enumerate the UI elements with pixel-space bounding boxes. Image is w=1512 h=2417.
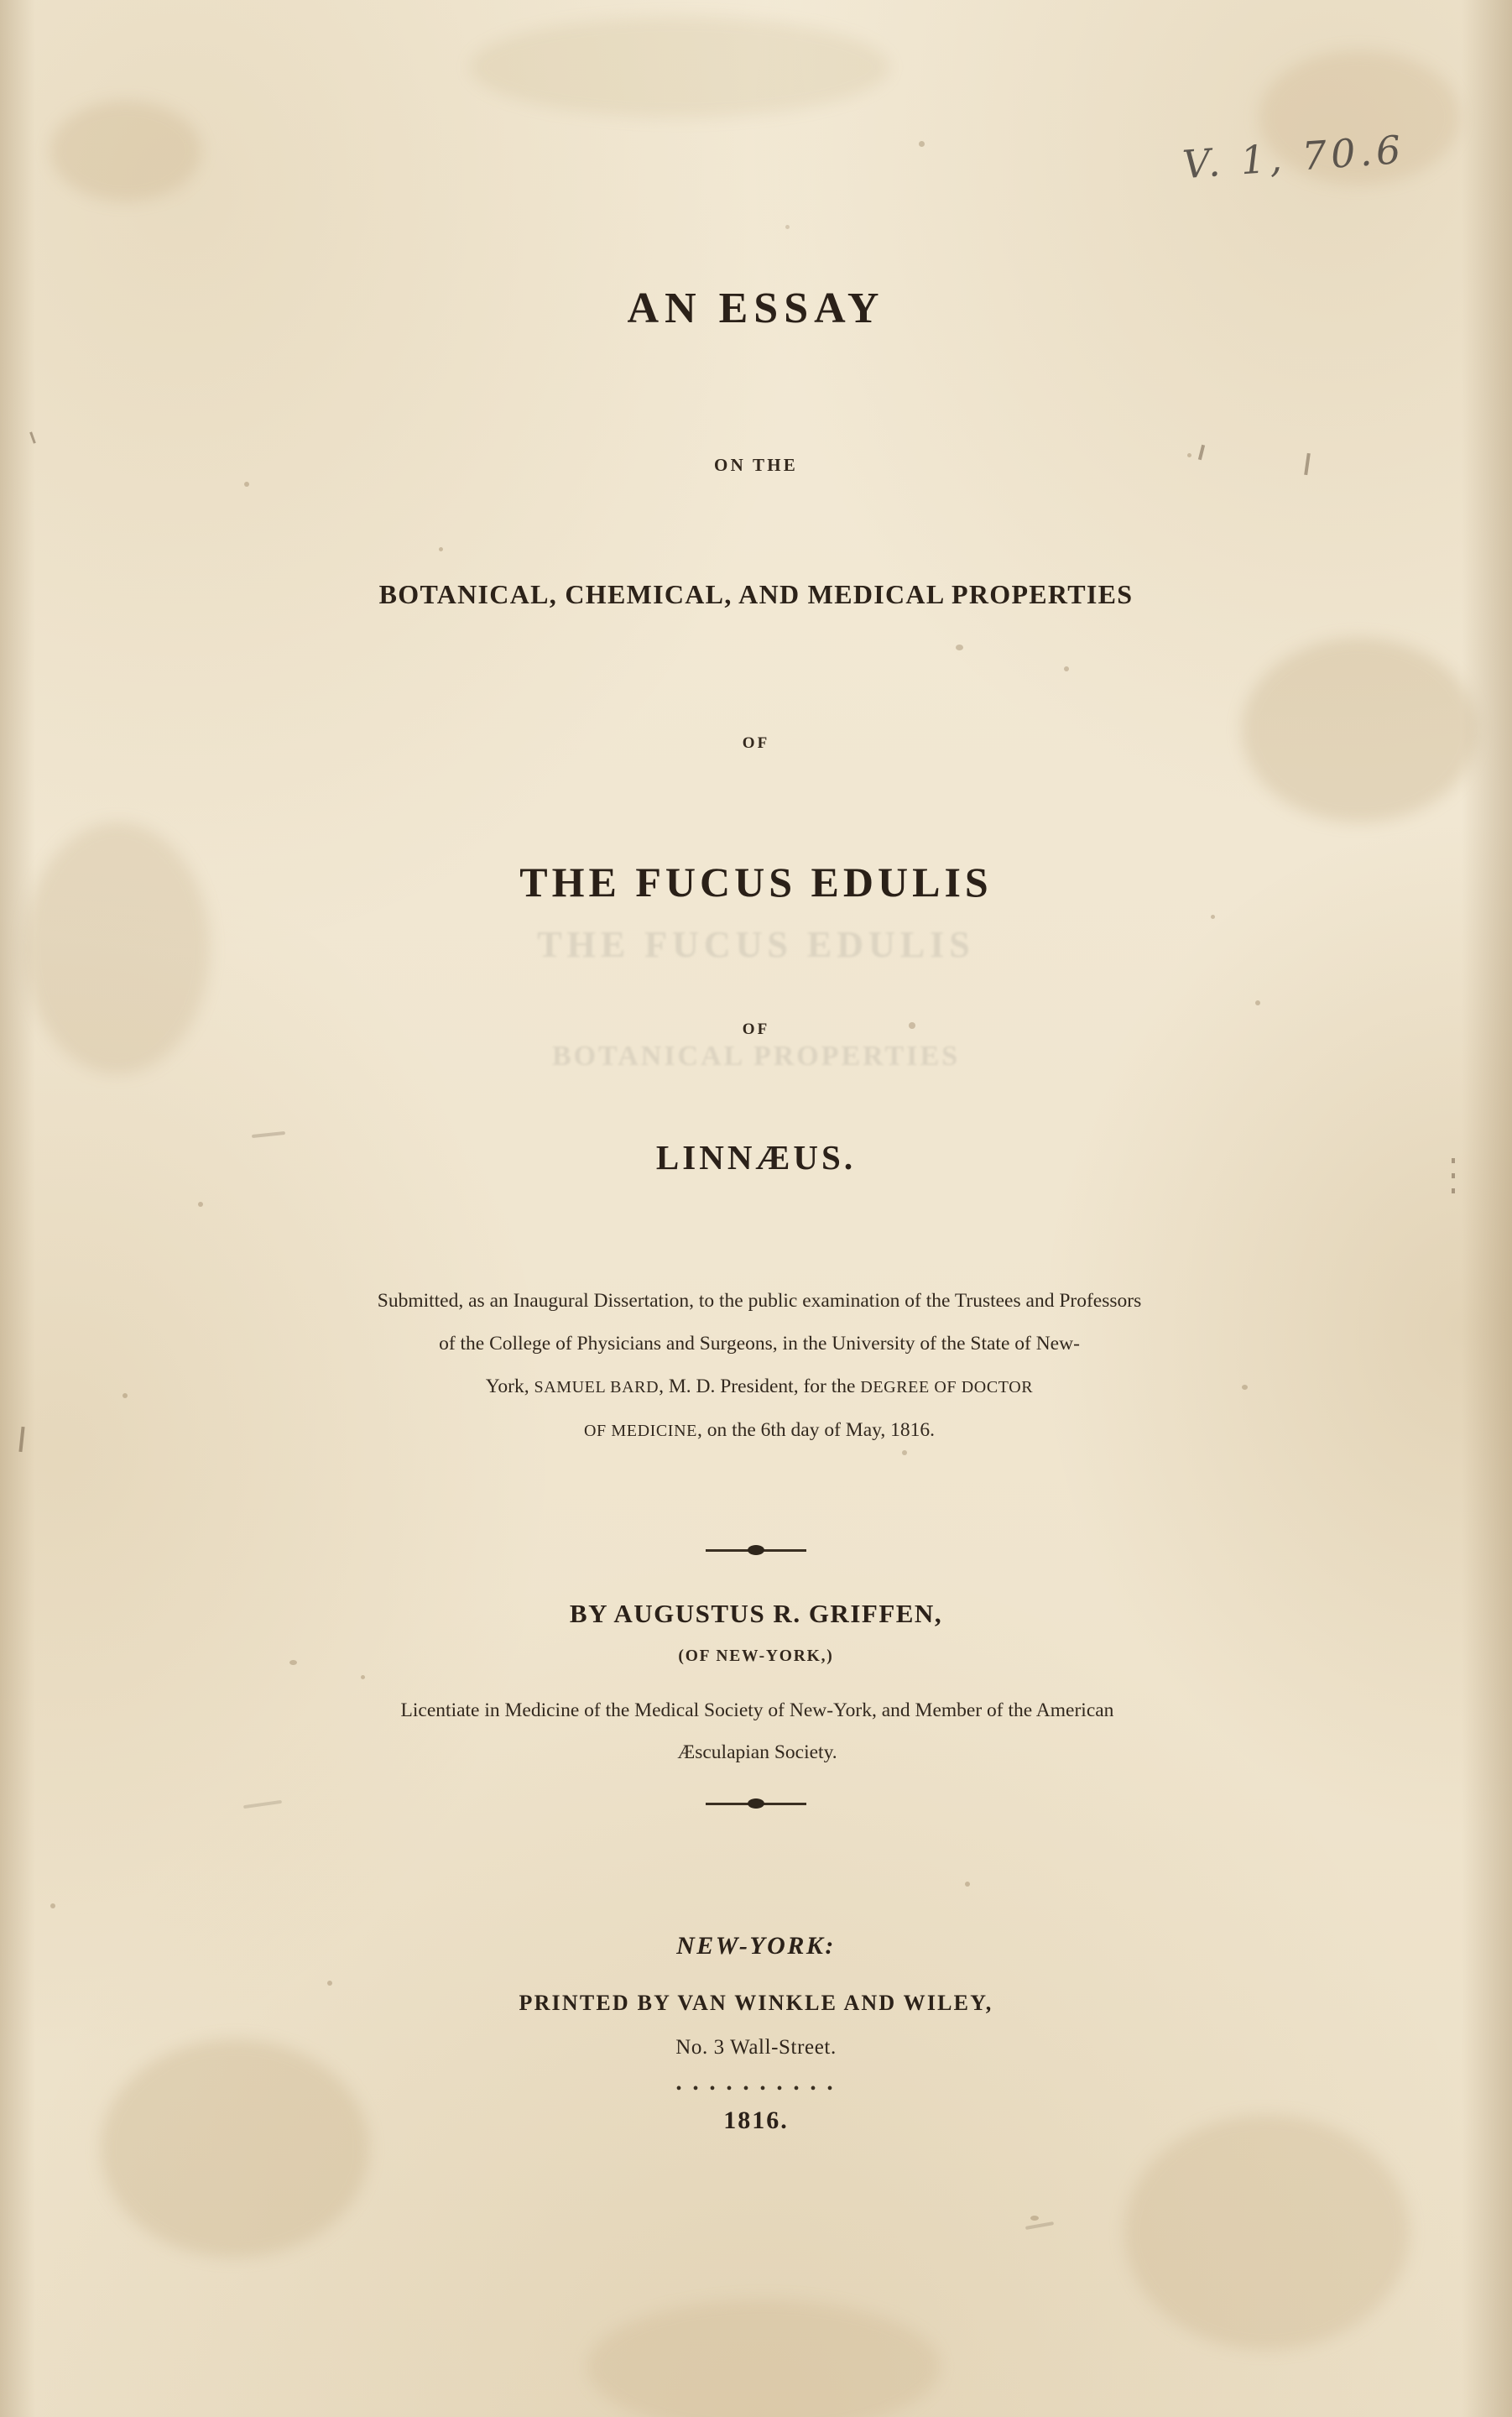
imprint-printer: PRINTED BY VAN WINKLE AND WILEY, [519, 1991, 993, 2015]
imprint-dot-rule: • • • • • • • • • • [675, 2080, 837, 2098]
paper-stain [50, 101, 201, 201]
submission-line-3-mid: , M. D. President, for the [659, 1376, 861, 1397]
show-through-text: BOTANICAL PROPERTIES [551, 1041, 961, 1072]
paper-stain [101, 2039, 369, 2258]
paper-speck [919, 141, 925, 147]
imprint-year: 1816. [723, 2106, 789, 2134]
paper-stain [1124, 2115, 1410, 2350]
author-byline: BY AUGUSTUS R. GRIFFEN, [569, 1599, 943, 1628]
submission-line-4-end: , on the 6th day of May, 1816. [696, 1419, 935, 1441]
paper-speck [361, 1675, 365, 1679]
submission-statement [201, 1280, 1317, 1453]
page-title: AN ESSAY [627, 285, 885, 332]
imprint-city: NEW-YORK: [676, 1932, 836, 1960]
title-species: THE FUCUS EDULIS [519, 859, 993, 906]
credentials-line-2: Æsculapian Society. [677, 1741, 837, 1763]
paper-stain [1242, 638, 1477, 822]
paper-speck [198, 1202, 203, 1207]
credentials-line-1: Licentiate in Medicine of the Medical Society of New-York, and Member of the American [400, 1699, 1114, 1721]
submission-line-2: of the College of Physicians and Surgeons, in the University of the State of New- [439, 1333, 1080, 1355]
margin-mark [243, 1800, 282, 1809]
author-origin: (OF NEW-YORK,) [678, 1647, 834, 1665]
show-through-text: THE FUCUS EDULIS [537, 924, 975, 965]
margin-mark [18, 1427, 24, 1452]
ornament-diamond [748, 1545, 764, 1555]
margin-mark [1452, 1188, 1455, 1193]
ornament-diamond [748, 1798, 764, 1809]
paper-speck [965, 1882, 970, 1887]
title-connector-on-the: ON THE [714, 455, 798, 475]
paper-speck [439, 547, 443, 551]
ornament-rule-top [706, 1543, 806, 1558]
margin-mark [1025, 2221, 1054, 2230]
ornament-rule-bottom [706, 1796, 806, 1811]
paper-speck [50, 1903, 55, 1908]
paper-speck [1064, 666, 1069, 671]
paper-speck [244, 482, 249, 487]
paper-speck [123, 1393, 128, 1398]
title-subjects: BOTANICAL, CHEMICAL, AND MEDICAL PROPERTIES [378, 579, 1134, 609]
paper-speck [785, 225, 790, 229]
paper-speck [327, 1981, 332, 1986]
paper-speck [1030, 2216, 1039, 2221]
paper-speck [1211, 915, 1215, 919]
title-connector-of-second: OF [742, 1021, 770, 1038]
submission-line-1: Submitted, as an Inaugural Dissertation, to the public examination of the Trustees and Professors [377, 1290, 1142, 1312]
handwritten-shelfmark: V. 1, 70.6 [1181, 126, 1406, 188]
president-name: SAMUEL BARD [534, 1378, 660, 1396]
submission-line-3-start: York, [485, 1376, 534, 1397]
degree-label: DEGREE OF DOCTOR [860, 1378, 1034, 1396]
title-connector-of-first: OF [742, 734, 770, 752]
imprint-address: No. 3 Wall-Street. [675, 2036, 837, 2059]
paper-speck [1255, 1000, 1260, 1005]
margin-mark [29, 431, 36, 443]
degree-field: OF MEDICINE [584, 1422, 697, 1440]
paper-speck [956, 645, 963, 650]
paper-stain [587, 2300, 940, 2417]
title-authority: LINNÆUS. [655, 1138, 857, 1177]
author-credentials [193, 1689, 1322, 1773]
paper-stain [470, 17, 889, 117]
